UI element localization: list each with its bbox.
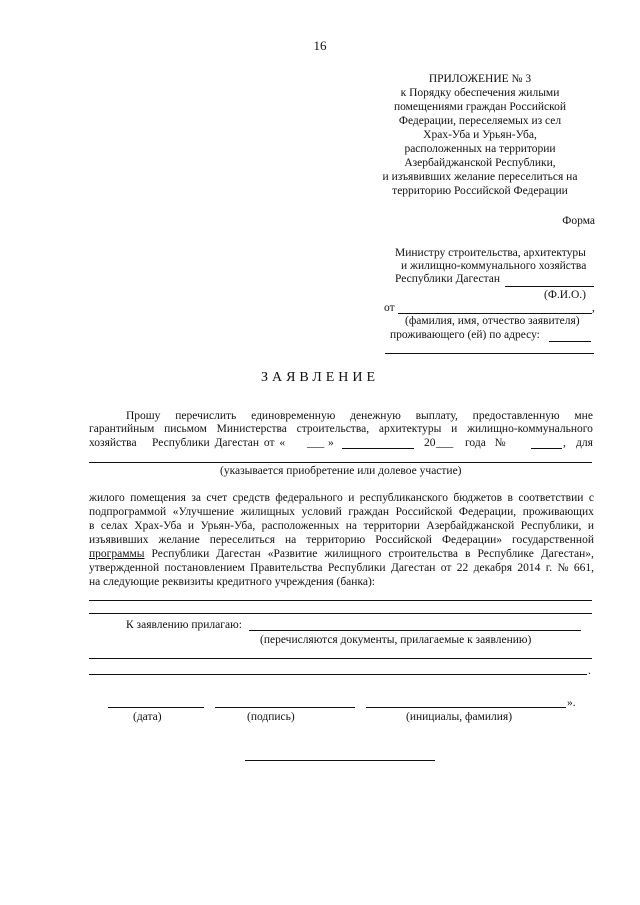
word: Храх-Уба <box>134 520 182 532</box>
para1-comma: , <box>563 437 566 449</box>
word: мне <box>574 410 593 422</box>
addressee-line: Министру строительства, архитектуры <box>395 247 586 259</box>
word: «Улучшение <box>172 506 234 518</box>
address-field-line-2[interactable] <box>385 353 594 354</box>
para1-line-1 <box>126 409 593 423</box>
word: и <box>587 520 594 532</box>
word: Прошу <box>126 410 161 422</box>
para2-last-line: на следующие реквизиты кредитного учреждения (банка): <box>89 576 375 588</box>
word: республиканского <box>359 492 448 504</box>
word: средств <box>232 492 270 504</box>
word: 661, <box>573 562 594 574</box>
word: бюджетов <box>453 492 503 504</box>
word: Урьян-Уба, <box>200 520 256 532</box>
year-prefix: 20 <box>424 437 436 449</box>
word: Дагестан <box>216 548 261 560</box>
word: единовременную <box>251 410 336 422</box>
word: Министерства <box>216 423 287 435</box>
appendix-line: помещениями граждан Российской <box>393 101 567 113</box>
word: Республики <box>327 562 386 574</box>
word: от <box>440 562 452 574</box>
word: «Развитие <box>267 548 318 560</box>
word: подпрограммой <box>89 506 167 518</box>
word: проживающих <box>522 506 594 518</box>
word: постановлением <box>164 562 245 574</box>
purpose-hint: (указывается приобретение или долевое участие) <box>220 465 462 477</box>
word: строительства <box>388 548 458 560</box>
word: граждан <box>348 506 390 518</box>
word: декабря <box>473 562 513 574</box>
year-blank[interactable]: ___ <box>436 437 454 449</box>
word: переселиться <box>209 534 276 546</box>
para2-line <box>89 505 594 519</box>
bank-field-line-2[interactable] <box>89 613 592 614</box>
addressee-line: Республики Дагестан <box>395 273 500 285</box>
signature-field-line[interactable] <box>215 707 355 708</box>
word: денежную <box>350 410 401 422</box>
appendix-line: и изъявивших желание переселиться на <box>382 171 578 183</box>
word: и <box>348 492 355 504</box>
attach-end-dot: . <box>588 665 591 677</box>
purpose-field-line[interactable] <box>89 462 592 463</box>
address-label: проживающего (ей) по адресу: <box>390 329 540 341</box>
word: селах <box>100 520 128 532</box>
word: строительства, <box>296 423 370 435</box>
word: г. <box>545 562 553 574</box>
word: 22 <box>456 562 469 574</box>
word: федерального <box>275 492 343 504</box>
word: Российской <box>375 534 432 546</box>
word: Дагестан <box>390 562 436 574</box>
word: помещения <box>130 492 186 504</box>
word: расположенных <box>261 520 340 532</box>
word: утвержденной <box>89 562 160 574</box>
fio-hint: (Ф.И.О.) <box>544 289 586 301</box>
applicant-comma: , <box>592 302 595 314</box>
number-field-line[interactable] <box>531 448 562 449</box>
closing-separator <box>245 760 435 761</box>
word: государственной <box>512 534 594 546</box>
date-field-line[interactable] <box>108 707 204 708</box>
para2-line <box>89 491 594 505</box>
bank-field-line-1[interactable] <box>89 600 592 601</box>
word: с <box>588 492 594 504</box>
word: счет <box>206 492 228 504</box>
day-blank[interactable]: ___ <box>307 437 325 449</box>
month-field-line[interactable] <box>342 448 414 449</box>
word: в <box>465 548 471 560</box>
para2 <box>89 491 594 589</box>
appendix-line: Азербайджанской Республики, <box>404 157 556 169</box>
word: Азербайджанской <box>426 520 515 532</box>
word: территории <box>363 520 420 532</box>
word: за <box>191 492 201 504</box>
word: соответствии <box>518 492 584 504</box>
form-label: Форма <box>562 215 595 227</box>
signature-end-mark: ». <box>567 697 576 709</box>
word: жилищных <box>240 506 296 518</box>
word: жилого <box>89 492 125 504</box>
program-link-word: программы <box>89 548 145 560</box>
word: в <box>89 520 95 532</box>
word: гарантийным <box>89 423 155 435</box>
para1-republic: Республики Дагестан от « <box>152 437 286 449</box>
appendix-line: территорию Российской Федерации <box>392 185 568 197</box>
word: и <box>451 423 458 435</box>
appendix-line: к Порядку обеспечения жилыми <box>400 87 560 99</box>
word: территорию <box>306 534 366 546</box>
word: Федерации» <box>441 534 502 546</box>
word: условий <box>301 506 342 518</box>
word: Республики, <box>520 520 582 532</box>
appendix-title: ПРИЛОЖЕНИЕ № 3 <box>428 73 532 85</box>
para1-dlya: для <box>576 437 593 449</box>
para2-line <box>89 547 594 561</box>
attach-hint: (перечисляются документы, прилагаемые к заявлению) <box>260 634 532 646</box>
word: Республике <box>477 548 534 560</box>
word: Российской <box>395 506 453 518</box>
signature-hint: (подпись) <box>247 711 295 723</box>
word: 2014 <box>517 562 541 574</box>
attach-field-line[interactable] <box>249 630 581 631</box>
word: на <box>285 534 297 546</box>
address-field-line[interactable] <box>549 341 591 342</box>
from-label: от <box>384 302 395 314</box>
word: письмом <box>164 423 207 435</box>
fio-field-line[interactable] <box>505 286 594 287</box>
para2-line <box>89 533 594 547</box>
word: Дагестан», <box>540 548 594 560</box>
word: № <box>557 562 569 574</box>
word: в <box>507 492 513 504</box>
word: перечислить <box>175 410 237 422</box>
para1-hozyaystva: хозяйства <box>89 437 137 449</box>
attach-field-line-2[interactable] <box>89 658 592 659</box>
word: изъявивших <box>89 534 149 546</box>
para2-line <box>89 561 594 575</box>
para2-line <box>89 519 594 533</box>
attach-label: К заявлению прилагаю: <box>126 619 242 631</box>
word: жилищно-коммунального <box>467 423 593 435</box>
date-hint: (дата) <box>133 711 162 723</box>
addressee-line: и жилищно-коммунального хозяйства <box>401 260 587 272</box>
word: на <box>345 520 358 532</box>
word: жилищного <box>324 548 382 560</box>
word: желание <box>158 534 200 546</box>
applicant-hint: (фамилия, имя, отчество заявителя) <box>405 315 580 327</box>
word: Федерации, <box>458 506 517 518</box>
word: Республики <box>151 548 210 560</box>
para1-close-quote: » <box>328 437 334 449</box>
appendix-block <box>365 72 595 198</box>
word: выплату, <box>415 410 458 422</box>
para1-god: года № <box>465 437 506 449</box>
page-number: 16 <box>313 38 327 53</box>
para1-line-2 <box>89 422 593 436</box>
word: архитектуры <box>378 423 442 435</box>
appendix-line: Храх-Уба и Урьян-Уба, <box>423 129 537 141</box>
document-title: ЗАЯВЛЕНИЕ <box>260 370 380 385</box>
initials-hint: (инициалы, фамилия) <box>406 711 513 723</box>
appendix-line: Федерации, переселяемых из сел <box>398 115 562 127</box>
attach-field-line-3[interactable] <box>89 674 587 675</box>
word: предоставленную <box>472 410 560 422</box>
appendix-line: расположенных на территории <box>404 143 556 155</box>
word: Правительства <box>250 562 323 574</box>
word: и <box>187 520 195 532</box>
initials-field-line[interactable] <box>366 707 566 708</box>
